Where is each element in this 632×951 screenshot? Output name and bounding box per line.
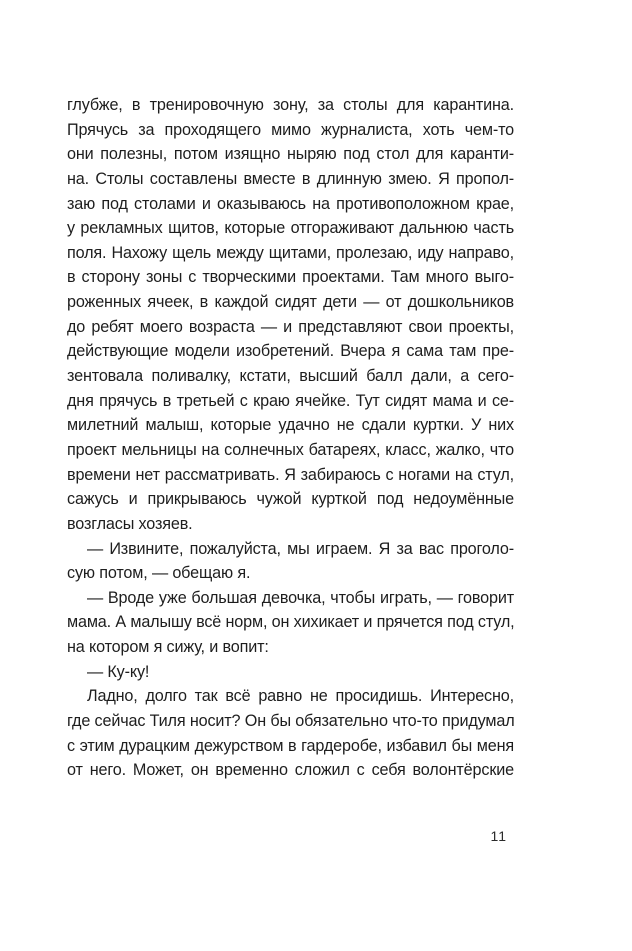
text-line: милетний малыш, которые удачно не сдали куртки. У них xyxy=(67,416,514,435)
page-number: 11 xyxy=(490,828,507,844)
text-line: сажусь и прикрываюсь чужой курткой под недоумённые xyxy=(67,490,514,509)
text-line: в сторону зоны с творческими проектами. Там много выго- xyxy=(67,268,514,287)
text-line: до ребят моего возраста — и представляют свои проекты, xyxy=(67,317,514,336)
body-text xyxy=(67,93,514,783)
text-line: зентовала поливалку, кстати, высший балл дали, а сего- xyxy=(67,367,514,386)
text-line: сую потом, — обещаю я. xyxy=(67,564,251,583)
text-line: Ладно, долго так всё равно не просидишь. Интересно, xyxy=(87,687,514,706)
text-line: дня прячусь в третьей с краю ячейке. Тут сидят мама и се- xyxy=(67,391,514,410)
text-line: они полезны, потом изящно ныряю под стол для каранти- xyxy=(67,145,514,164)
text-line: — Извините, пожалуйста, мы играем. Я за вас проголо- xyxy=(87,539,514,558)
text-line: поля. Нахожу щель между щитами, пролезаю, иду направо, xyxy=(67,243,514,262)
text-line: роженных ячеек, в каждой сидят дети — от дошкольников xyxy=(67,293,514,312)
text-line: у рекламных щитов, которые отгораживают дальнюю часть xyxy=(67,219,514,238)
text-line: на. Столы составлены вместе в длинную змею. Я пропол- xyxy=(67,169,514,188)
text-line: с этим дурацким дежурством в гардеробе, избавил бы меня xyxy=(67,736,514,755)
text-line: где сейчас Тиля носит? Он бы обязательно что-то придумал xyxy=(67,712,515,731)
text-line: заю под столами и оказываюсь на противоположном крае, xyxy=(67,194,514,213)
text-line: — Вроде уже большая девочка, чтобы играть, — говорит xyxy=(87,588,514,607)
text-line: глубже, в тренировочную зону, за столы для карантина. xyxy=(67,96,514,114)
text-line: Прячусь за проходящего мимо журналиста, хоть чем-то xyxy=(67,120,514,139)
text-line: действующие модели изобретений. Вчера я сама там пре- xyxy=(67,342,514,361)
text-line: мама. А малышу всё норм, он хихикает и прячется под стул, xyxy=(67,613,515,632)
text-line: времени нет рассматривать. Я забираюсь с ногами на стул, xyxy=(67,465,514,484)
text-line: на котором я сижу, и вопит: xyxy=(67,638,269,657)
text-line: проект мельницы на солнечных батареях, класс, жалко, что xyxy=(67,440,514,459)
text-line: возгласы хозяев. xyxy=(67,514,193,533)
text-line: от него. Может, он временно сложил с себя волонтёрские xyxy=(67,761,514,780)
text-line: — Ку-ку! xyxy=(87,662,150,681)
